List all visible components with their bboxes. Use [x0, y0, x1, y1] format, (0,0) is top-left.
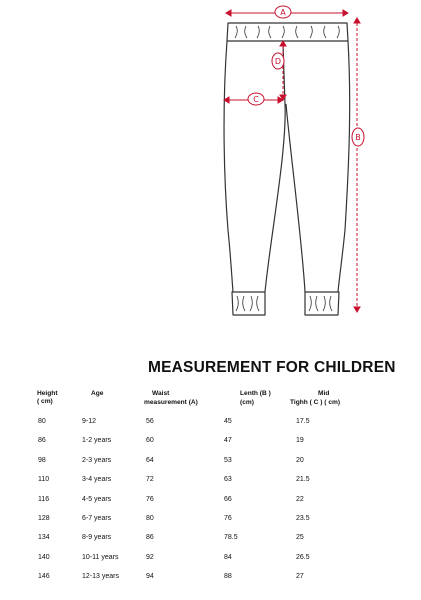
cell-thigh: 25 — [296, 534, 304, 542]
cell-waist: 86 — [146, 534, 154, 542]
cell-age: 2-3 years — [82, 456, 112, 464]
header-height: Height — [37, 390, 58, 397]
header-height: ( cm) — [37, 398, 53, 405]
cell-length: 78.5 — [224, 534, 238, 542]
cell-height: 116 — [38, 495, 50, 503]
cell-age: 6-7 years — [82, 515, 112, 522]
cell-thigh: 19 — [296, 437, 304, 445]
cell-length: 47 — [224, 437, 232, 445]
cell-age: 9-12 — [82, 418, 97, 425]
header-thigh: Mid — [318, 390, 330, 397]
header-age: Age — [91, 390, 104, 397]
cell-thigh: 27 — [296, 573, 304, 581]
cell-age: 3-4 years — [82, 476, 112, 484]
cell-thigh: 22 — [296, 495, 304, 503]
cell-thigh: 20 — [296, 456, 304, 464]
cell-height: 134 — [38, 534, 50, 542]
cell-age: 8-9 years — [82, 534, 112, 542]
cell-length: 66 — [224, 495, 232, 503]
cell-thigh: 23.5 — [296, 515, 310, 522]
cell-thigh: 26.5 — [296, 553, 310, 561]
cell-length: 63 — [224, 476, 232, 484]
label-d: D — [274, 57, 282, 66]
cell-waist: 56 — [146, 418, 154, 425]
label-b: B — [355, 133, 361, 142]
cell-height: 98 — [38, 456, 46, 464]
label-a: A — [280, 8, 286, 17]
pants-outline — [224, 23, 350, 315]
cell-height: 110 — [38, 476, 50, 484]
cell-height: 128 — [38, 515, 50, 522]
cell-waist: 72 — [146, 476, 154, 484]
cell-length: 45 — [224, 418, 232, 425]
cell-length: 84 — [224, 553, 232, 561]
cell-length: 53 — [224, 456, 232, 464]
header-waist: Waist — [152, 390, 170, 397]
cell-length: 88 — [224, 573, 232, 581]
cell-waist: 92 — [146, 553, 154, 561]
cell-waist: 94 — [146, 573, 154, 581]
cell-thigh: 17.5 — [296, 418, 310, 425]
cell-waist: 76 — [146, 495, 154, 503]
cell-waist: 60 — [146, 437, 154, 445]
header-length: Lenth (B ) — [240, 390, 271, 397]
cell-height: 80 — [38, 418, 46, 425]
cell-waist: 64 — [146, 456, 154, 464]
cell-height: 146 — [38, 573, 50, 581]
header-waist: measurement (A) — [144, 399, 198, 406]
cell-age: 10-11 years — [82, 553, 119, 561]
page-title: MEASUREMENT FOR CHILDREN — [148, 359, 396, 376]
cell-age: 4-5 years — [82, 495, 112, 503]
cell-age: 12-13 years — [82, 573, 119, 581]
cell-length: 76 — [224, 515, 232, 522]
header-thigh: Tighh ( C ) ( cm) — [290, 399, 341, 406]
cell-height: 86 — [38, 437, 46, 445]
cell-thigh: 21.5 — [296, 476, 310, 484]
measurement-markers — [248, 6, 364, 146]
cell-age: 1-2 years — [82, 437, 112, 445]
cell-waist: 80 — [146, 515, 154, 522]
label-c: C — [253, 95, 259, 104]
header-length: (cm) — [240, 399, 254, 406]
cell-height: 140 — [38, 553, 50, 561]
